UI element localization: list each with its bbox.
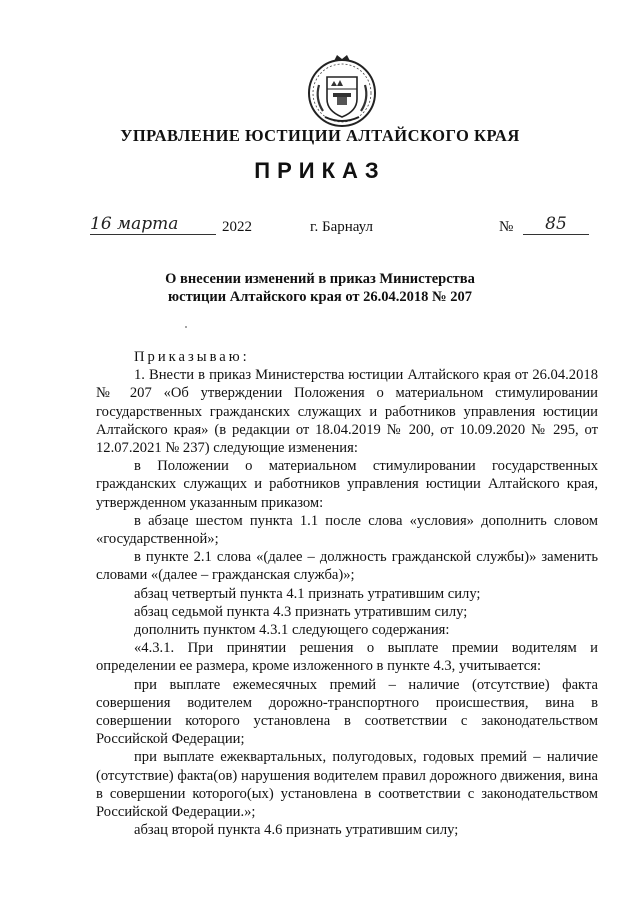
paragraph-10: при выплате ежеквартальных, полугодовых, годовых премий – наличие (отсутствие) факта(ов) нарушения водителем правил дорожного движения, вина в совершении которого(ых) установлена в соответствии с законодательством Российской Федерации.»; [96,749,598,821]
paragraph-7: дополнить пунктом 4.3.1 следующего содержания: [134,622,450,639]
document-type: ПРИКАЗ [254,158,386,183]
paragraph-6: абзац седьмой пункта 4.3 признать утратившим силу; [134,603,468,620]
paragraph-1: 1. Внести в приказ Министерства юстиции Алтайского края от 26.04.2018 № 207 «Об утверждении Положения о материальном стимулировании государственных гражданских служащих и работников управления юстиции Алтайского края» (в редакции от 18.04.2019 № 200, от 10.09.2020 № 295, от 12.07.2021 № 237) следующие изменения: [96,367,598,457]
paragraph-9: при выплате ежемесячных премий – наличие (отсутствие) факта совершения водителем дорожно-транспортного происшествия, вина в совершении которого установлена в соответствии с законодательством Российской Федерации; [96,676,598,748]
document-year: 2022 [222,219,252,235]
subject-line-2: юстиции Алтайского края от 26.04.2018 № 207 [168,289,472,305]
document-subject [0,270,640,306]
organization-title: УПРАВЛЕНИЕ ЮСТИЦИИ АЛТАЙСКОГО КРАЯ [120,126,520,145]
paragraph-2: в Положении о материальном стимулировании государственных гражданских служащих и работников управления юстиции Алтайского края, утвержденном указанным приказом: [96,458,598,511]
subject-line-1: О внесении изменений в приказ Министерства [165,271,475,287]
document-city: г. Барнаул [310,219,373,235]
paragraph-4: в пункте 2.1 слова «(далее – должность гражданской службы)» заменить словами «(далее – гражданская служба)»; [96,549,598,584]
paragraph-5: абзац четвертый пункта 4.1 признать утратившим силу; [134,585,481,602]
handwritten-date: 16 марта [90,214,216,235]
order-lead: Приказываю: [134,349,250,365]
coat-of-arms-icon [307,55,377,129]
paragraph-11: абзац второй пункта 4.6 признать утратившим силу; [134,822,459,839]
document-body [96,348,598,839]
paragraph-8: «4.3.1. При принятии решения о выплате премии водителям и определении ее размера, кроме изложенного в пункте 4.3, учитывается: [96,640,598,675]
handwritten-number: 85 [523,214,589,235]
paragraph-3: в абзаце шестом пункта 1.1 после слова «условия» дополнить словом «государственной»; [96,512,598,548]
number-sign: № [499,219,514,235]
scan-speck [185,326,187,328]
